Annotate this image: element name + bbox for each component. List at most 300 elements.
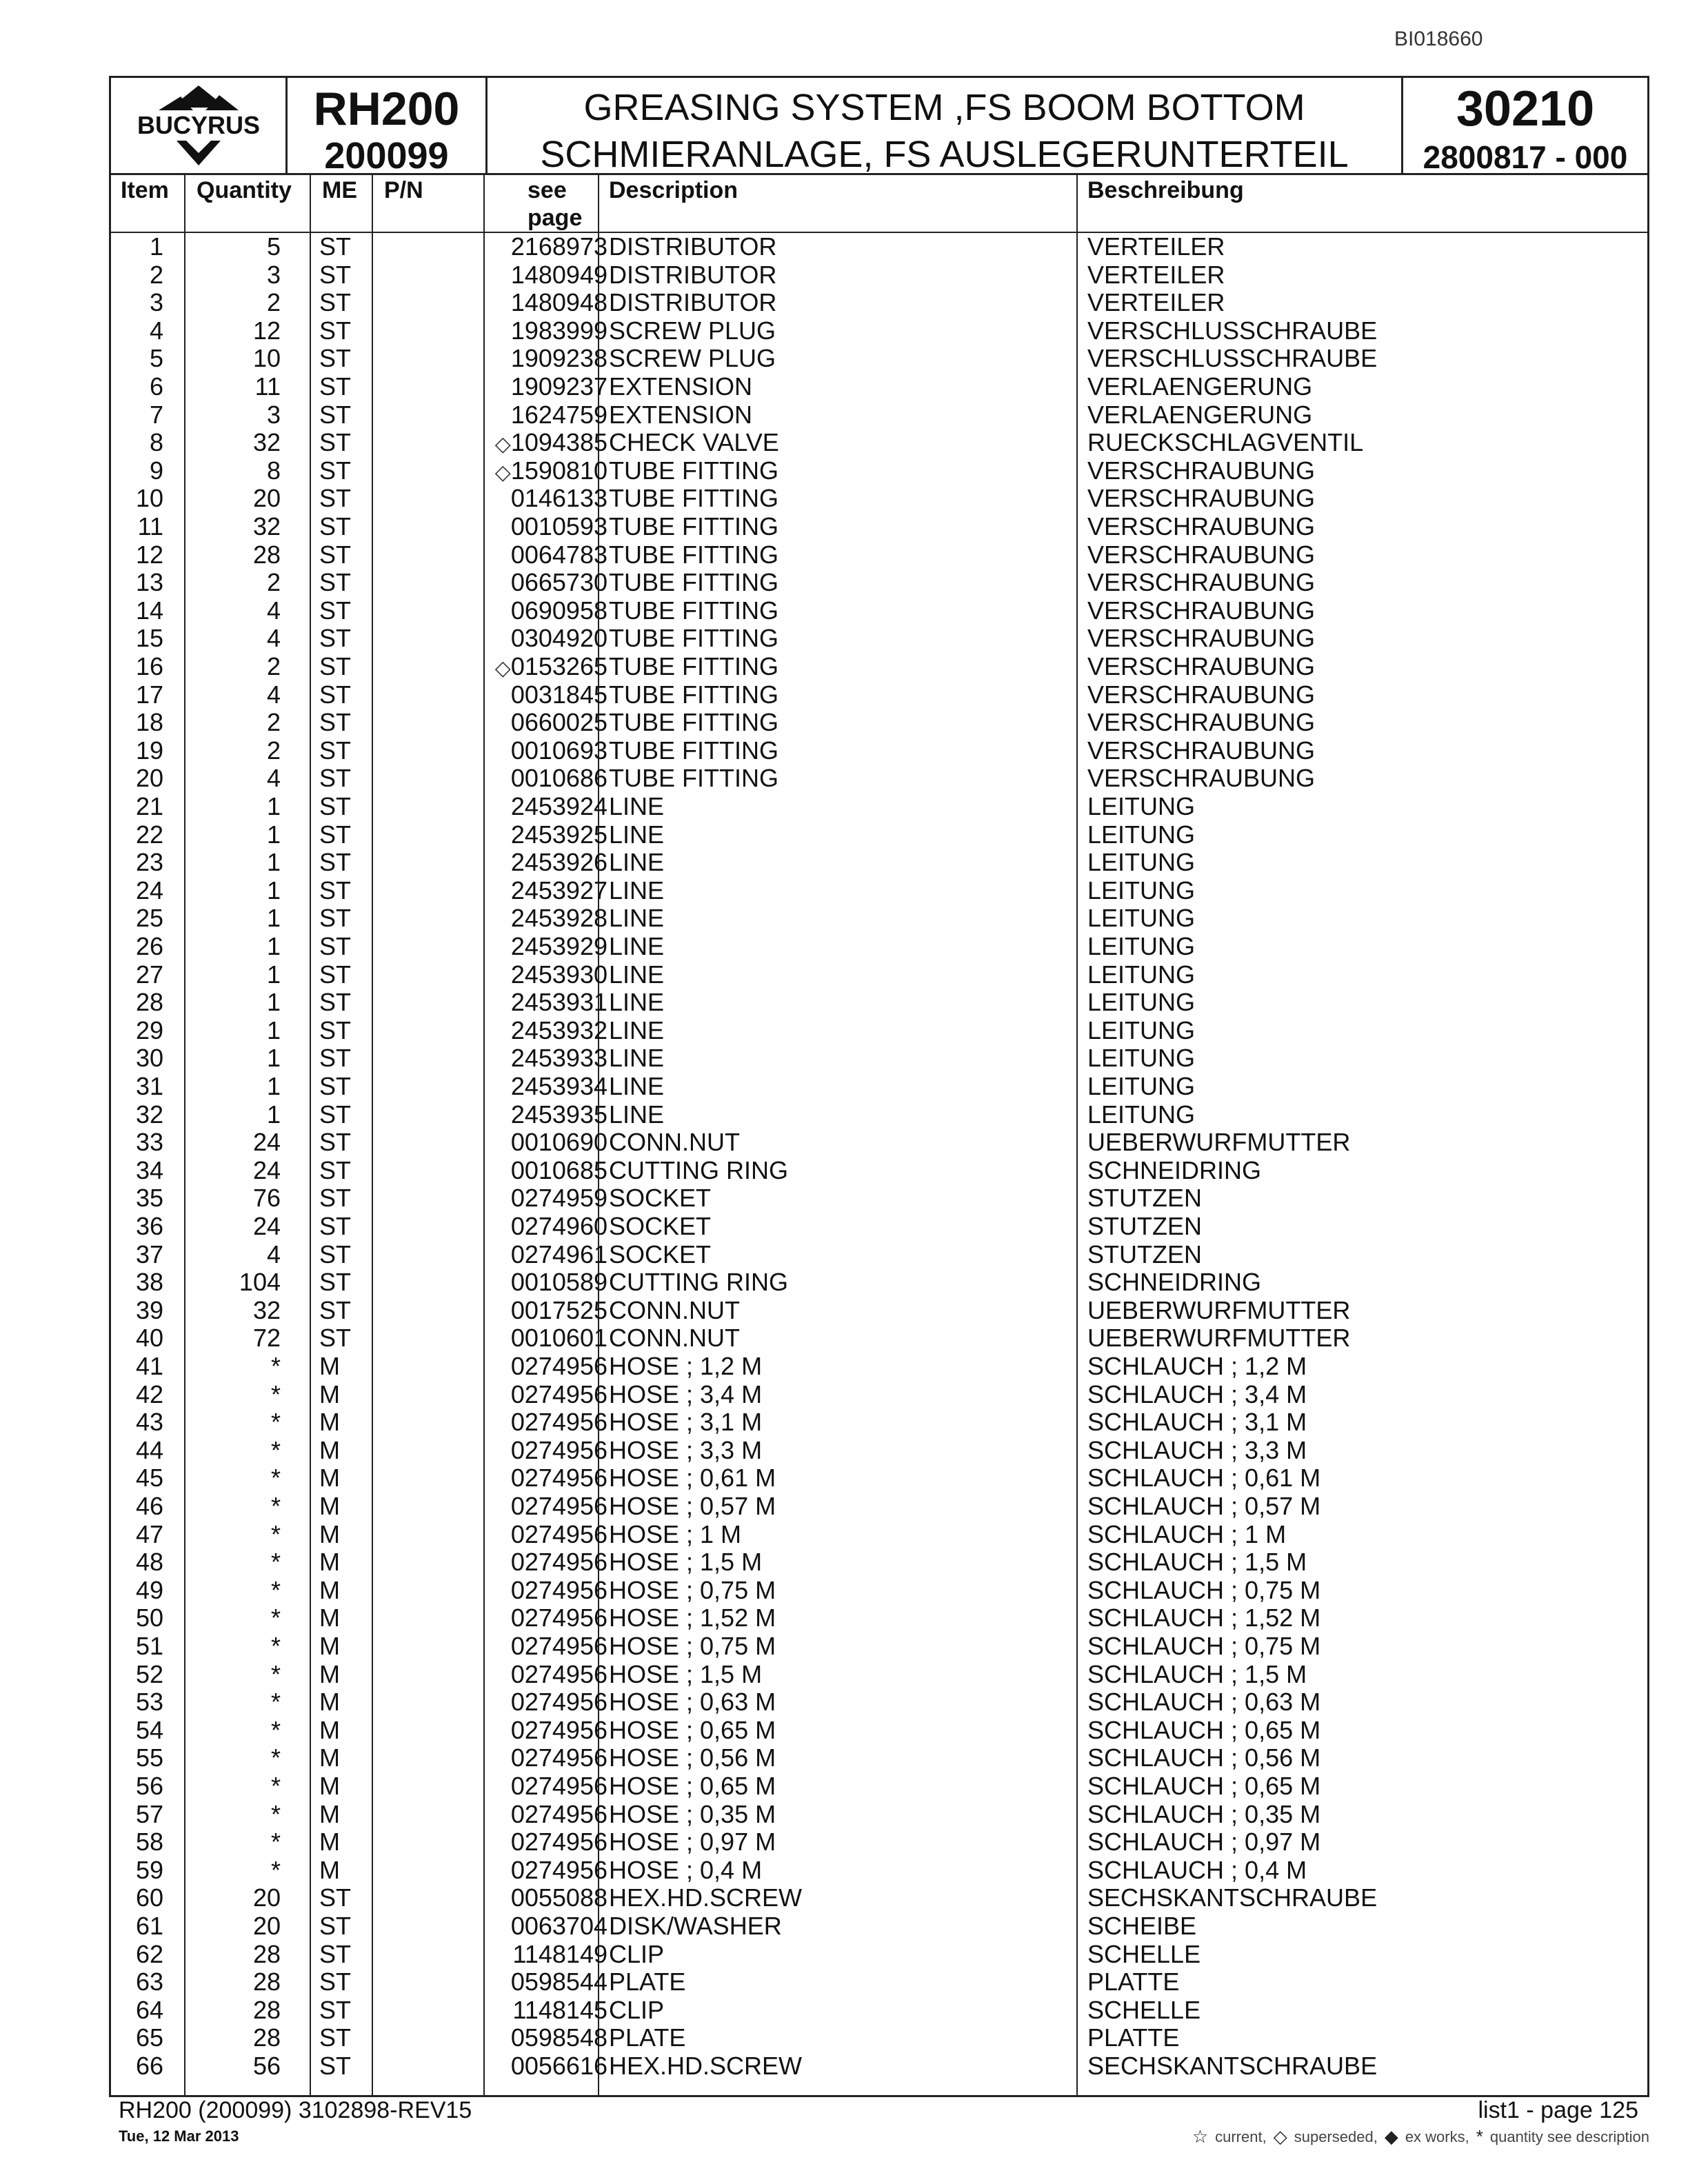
table-row: [111, 989, 1647, 1017]
quantity-cell: *: [270, 1352, 281, 1380]
logo-cell: [111, 78, 288, 173]
model-number: RH200: [313, 83, 460, 135]
item-cell: 52: [135, 1659, 163, 1688]
description-cell: HOSE ; 0,65 M: [609, 1715, 776, 1744]
part-number-cell: [383, 1101, 607, 1131]
quantity-cell: 28: [252, 1939, 281, 1968]
bucyrus-logo: [117, 80, 280, 171]
beschreibung-cell: PLATTE: [1087, 2023, 1180, 2052]
part-number-cell: [383, 1941, 607, 1970]
beschreibung-cell: SCHLAUCH ; 0,57 M: [1087, 1492, 1321, 1520]
part-number-cell: [383, 1184, 607, 1214]
part-number-value: 0274956: [510, 1435, 607, 1464]
legend-quantity: quantity see description: [1489, 2127, 1649, 2145]
description-cell: PLATE: [609, 1968, 686, 1996]
quantity-cell: 1: [266, 904, 281, 933]
item-cell: 19: [135, 736, 163, 765]
beschreibung-cell: SCHLAUCH ; 0,61 M: [1087, 1464, 1321, 1493]
part-number-value: 0274956: [510, 1519, 607, 1548]
description-cell: CLIP: [609, 1995, 665, 2024]
item-cell: 31: [135, 1072, 163, 1100]
table-row: [111, 1157, 1647, 1185]
table-row: [111, 569, 1647, 597]
table-row: [111, 1941, 1647, 1969]
quantity-cell: 20: [252, 1912, 281, 1940]
item-cell: 11: [137, 512, 163, 540]
table-row: [111, 961, 1647, 989]
column-header-quantity: Quantity: [197, 177, 292, 203]
description-cell: LINE: [609, 988, 665, 1017]
unit-cell: M: [319, 1492, 340, 1520]
unit-cell: M: [319, 1855, 340, 1884]
table-row: [111, 1688, 1647, 1717]
beschreibung-cell: LEITUNG: [1087, 848, 1196, 877]
table-row: [111, 1548, 1647, 1577]
part-number-cell: [383, 541, 607, 571]
beschreibung-cell: LEITUNG: [1087, 1100, 1196, 1129]
beschreibung-cell: SCHLAUCH ; 1,2 M: [1087, 1352, 1307, 1380]
description-cell: CLIP: [609, 1939, 665, 1968]
item-cell: 64: [135, 1995, 163, 2024]
beschreibung-cell: SCHLAUCH ; 1,5 M: [1087, 1659, 1307, 1688]
table-row: [111, 1996, 1647, 2025]
unit-cell: M: [319, 1799, 340, 1828]
item-cell: 16: [135, 652, 163, 680]
quantity-cell: *: [270, 1519, 281, 1548]
quantity-cell: 4: [266, 624, 281, 653]
model-cell: [288, 78, 488, 176]
part-number-cell: [383, 1437, 607, 1466]
diamond-outline-icon: ◇: [1273, 2126, 1287, 2147]
part-number-cell: [383, 2024, 607, 2054]
description-cell: LINE: [609, 1015, 665, 1044]
unit-cell: ST: [319, 764, 352, 793]
part-number-cell: [383, 1073, 607, 1102]
beschreibung-cell: VERTEILER: [1087, 260, 1225, 289]
quantity-cell: 1: [266, 988, 281, 1017]
description-cell: TUBE FITTING: [609, 680, 778, 709]
beschreibung-cell: SCHLAUCH ; 3,3 M: [1087, 1435, 1307, 1464]
beschreibung-cell: VERTEILER: [1087, 288, 1225, 317]
unit-cell: M: [319, 1519, 340, 1548]
item-cell: 27: [135, 960, 163, 989]
quantity-cell: 104: [239, 1268, 281, 1297]
quantity-cell: 32: [252, 512, 281, 540]
table-row: [111, 1857, 1647, 1885]
unit-cell: M: [319, 1604, 340, 1632]
description-cell: SOCKET: [609, 1212, 712, 1240]
description-cell: HOSE ; 0,63 M: [609, 1688, 776, 1717]
part-number-cell: [383, 989, 607, 1018]
quantity-cell: *: [270, 1548, 281, 1577]
beschreibung-cell: LEITUNG: [1087, 988, 1196, 1017]
unit-cell: M: [319, 1743, 340, 1772]
table-row: [111, 1044, 1647, 1073]
part-number-value: 0274956: [510, 1548, 607, 1577]
part-number-cell: [383, 709, 607, 738]
unit-cell: ST: [319, 232, 352, 261]
item-cell: 5: [149, 344, 163, 373]
part-number-value: 0274956: [510, 1715, 607, 1744]
description-cell: TUBE FITTING: [609, 652, 778, 680]
item-cell: 60: [135, 1883, 163, 1912]
beschreibung-cell: SCHLAUCH ; 0,97 M: [1087, 1828, 1321, 1857]
unit-cell: M: [319, 1435, 340, 1464]
item-cell: 55: [135, 1743, 163, 1772]
table-row: [111, 1017, 1647, 1045]
part-number-value: 1094385: [510, 428, 607, 457]
item-cell: 34: [135, 1155, 163, 1184]
table-row: [111, 1268, 1647, 1297]
table-row: [111, 1661, 1647, 1689]
part-number-cell: [383, 429, 607, 458]
superseded-mark: ◇: [494, 433, 511, 456]
quantity-cell: 1: [266, 960, 281, 989]
legend-current: current,: [1215, 2127, 1267, 2145]
quantity-cell: 3: [266, 260, 281, 289]
table-row: [111, 821, 1647, 849]
description-cell: EXTENSION: [609, 372, 753, 401]
legend-ex-works: ex works,: [1405, 2127, 1469, 2145]
part-number-cell: [383, 2052, 607, 2082]
part-number-value: 0153265: [510, 652, 607, 680]
part-number-cell: [383, 1241, 607, 1271]
part-number-cell: [383, 1828, 607, 1858]
quantity-cell: *: [270, 1379, 281, 1408]
description-cell: TUBE FITTING: [609, 624, 778, 653]
description-cell: HEX.HD.SCREW: [609, 1883, 803, 1912]
part-number-cell: [383, 821, 607, 851]
table-row: [111, 1968, 1647, 1996]
unit-cell: ST: [319, 1324, 352, 1353]
quantity-cell: 2: [266, 568, 281, 597]
column-header-pn: P/N: [384, 177, 423, 203]
description-cell: CUTTING RING: [609, 1268, 788, 1297]
part-number-cell: [383, 1801, 607, 1830]
beschreibung-cell: SCHNEIDRING: [1087, 1155, 1262, 1184]
beschreibung-cell: SCHLAUCH ; 0,4 M: [1087, 1855, 1307, 1884]
part-number-value: 0274956: [510, 1772, 607, 1800]
unit-cell: ST: [319, 568, 352, 597]
table-row: [111, 1828, 1647, 1857]
item-cell: 56: [135, 1772, 163, 1800]
item-cell: 46: [135, 1492, 163, 1520]
quantity-cell: 32: [252, 1295, 281, 1324]
legend-superseded: superseded,: [1294, 2127, 1378, 2145]
table-row: [111, 1381, 1647, 1409]
beschreibung-cell: SECHSKANTSCHRAUBE: [1087, 2052, 1378, 2080]
description-cell: LINE: [609, 904, 665, 933]
item-cell: 35: [135, 1184, 163, 1213]
part-number-cell: [383, 513, 607, 543]
unit-cell: M: [319, 1828, 340, 1857]
beschreibung-cell: STUTZEN: [1087, 1240, 1202, 1268]
beschreibung-cell: UEBERWURFMUTTER: [1087, 1128, 1351, 1157]
unit-cell: M: [319, 1772, 340, 1800]
item-cell: 41: [135, 1352, 163, 1380]
description-cell: DISTRIBUTOR: [609, 232, 777, 261]
part-number-value: 0598548: [510, 2023, 607, 2052]
description-cell: LINE: [609, 960, 665, 989]
table-row: [111, 1521, 1647, 1549]
quantity-cell: 32: [252, 428, 281, 457]
part-number-cell: [383, 1912, 607, 1942]
column-header-item: Item: [121, 177, 169, 203]
part-number-value: 0274956: [510, 1855, 607, 1884]
beschreibung-cell: VERSCHRAUBUNG: [1087, 596, 1316, 625]
unit-cell: ST: [319, 540, 352, 569]
part-number-value: 0010593: [510, 512, 607, 540]
quantity-cell: 20: [252, 1883, 281, 1912]
beschreibung-cell: VERSCHRAUBUNG: [1087, 652, 1316, 680]
part-number-cell: [383, 1324, 607, 1354]
table-row: [111, 1437, 1647, 1465]
quantity-cell: 28: [252, 1968, 281, 1996]
unit-cell: ST: [319, 1155, 352, 1184]
table-row: [111, 1884, 1647, 1912]
description-cell: TUBE FITTING: [609, 456, 778, 485]
unit-cell: ST: [319, 596, 352, 625]
part-number-cell: [383, 597, 607, 627]
quantity-cell: 56: [252, 2052, 281, 2080]
part-number-value: 0274960: [510, 1212, 607, 1240]
quantity-cell: 2: [266, 288, 281, 317]
quantity-cell: *: [270, 1743, 281, 1772]
part-number-cell: [383, 933, 607, 962]
part-number-cell: [383, 485, 607, 514]
beschreibung-cell: STUTZEN: [1087, 1212, 1202, 1240]
quantity-cell: *: [270, 1632, 281, 1660]
part-number-value: 2453929: [510, 932, 607, 960]
beschreibung-cell: VERSCHRAUBUNG: [1087, 568, 1316, 597]
part-number-value: 0017525: [510, 1295, 607, 1324]
description-cell: HOSE ; 0,65 M: [609, 1772, 776, 1800]
table-row: [111, 485, 1647, 513]
unit-cell: ST: [319, 624, 352, 653]
part-number-cell: [383, 1157, 607, 1186]
unit-cell: ST: [319, 1100, 352, 1129]
table-row: [111, 653, 1647, 681]
item-cell: 66: [135, 2052, 163, 2080]
beschreibung-cell: SCHLAUCH ; 0,63 M: [1087, 1688, 1321, 1717]
item-cell: 20: [135, 764, 163, 793]
unit-cell: ST: [319, 316, 352, 345]
quantity-cell: *: [270, 1828, 281, 1857]
svg-text:BUCYRUS: BUCYRUS: [137, 111, 260, 139]
quantity-cell: *: [270, 1435, 281, 1464]
beschreibung-cell: LEITUNG: [1087, 904, 1196, 933]
beschreibung-cell: STUTZEN: [1087, 1184, 1202, 1213]
description-cell: TUBE FITTING: [609, 708, 778, 737]
item-cell: 49: [135, 1575, 163, 1604]
beschreibung-cell: VERSCHLUSSCHRAUBE: [1087, 316, 1378, 345]
table-row: [111, 1604, 1647, 1632]
description-cell: SCREW PLUG: [609, 344, 776, 373]
part-number-value: 2453927: [510, 876, 607, 904]
unit-cell: M: [319, 1352, 340, 1380]
part-number-value: 0063704: [510, 1912, 607, 1940]
item-cell: 3: [149, 288, 163, 317]
description-cell: LINE: [609, 932, 665, 960]
item-cell: 42: [135, 1379, 163, 1408]
unit-cell: ST: [319, 988, 352, 1017]
description-cell: LINE: [609, 848, 665, 877]
quantity-cell: 4: [266, 596, 281, 625]
beschreibung-cell: SECHSKANTSCHRAUBE: [1087, 1883, 1378, 1912]
beschreibung-cell: LEITUNG: [1087, 1072, 1196, 1100]
part-number-cell: [383, 1577, 607, 1606]
quantity-cell: 1: [266, 876, 281, 904]
beschreibung-cell: LEITUNG: [1087, 820, 1196, 849]
description-cell: HOSE ; 3,4 M: [609, 1379, 763, 1408]
beschreibung-cell: VERSCHRAUBUNG: [1087, 736, 1316, 765]
beschreibung-cell: SCHLAUCH ; 0,75 M: [1087, 1575, 1321, 1604]
beschreibung-cell: LEITUNG: [1087, 1044, 1196, 1073]
description-cell: CUTTING RING: [609, 1155, 788, 1184]
item-cell: 43: [135, 1408, 163, 1437]
table-row: [111, 1577, 1647, 1605]
quantity-cell: 28: [252, 2023, 281, 2052]
part-number-value: 2453934: [510, 1072, 607, 1100]
quantity-cell: 2: [266, 708, 281, 737]
table-row: [111, 1297, 1647, 1325]
table-row: [111, 1353, 1647, 1381]
unit-cell: M: [319, 1464, 340, 1493]
part-number-cell: [383, 373, 607, 403]
unit-cell: ST: [319, 288, 352, 317]
group-code: 30210: [1456, 81, 1595, 136]
see-label: see: [528, 177, 567, 203]
part-number-cell: [383, 1744, 607, 1774]
part-number-cell: [383, 1688, 607, 1718]
beschreibung-cell: LEITUNG: [1087, 1015, 1196, 1044]
part-number-value: 1480949: [510, 260, 607, 289]
group-cell: [1403, 78, 1647, 173]
parts-table: [109, 175, 1649, 2097]
beschreibung-cell: VERSCHRAUBUNG: [1087, 540, 1316, 569]
part-number-cell: [383, 1521, 607, 1550]
beschreibung-cell: VERSCHRAUBUNG: [1087, 512, 1316, 540]
description-cell: TUBE FITTING: [609, 568, 778, 597]
table-row: [111, 765, 1647, 793]
part-number-cell: [383, 904, 607, 934]
table-row: [111, 317, 1647, 345]
item-cell: 61: [135, 1912, 163, 1940]
star-icon: ☆: [1192, 2126, 1209, 2147]
quantity-cell: 28: [252, 540, 281, 569]
quantity-cell: 10: [252, 344, 281, 373]
quantity-cell: 4: [266, 1240, 281, 1268]
table-row: [111, 793, 1647, 821]
unit-cell: M: [319, 1575, 340, 1604]
description-cell: LINE: [609, 876, 665, 904]
quantity-cell: 12: [252, 316, 281, 345]
group-number: 2800817 - 000: [1423, 139, 1628, 175]
quantity-cell: 72: [252, 1324, 281, 1353]
unit-cell: ST: [319, 372, 352, 401]
item-cell: 21: [135, 792, 163, 820]
item-cell: 22: [135, 820, 163, 849]
table-row: [111, 1772, 1647, 1801]
unit-cell: ST: [319, 960, 352, 989]
unit-cell: ST: [319, 1939, 352, 1968]
beschreibung-cell: LEITUNG: [1087, 932, 1196, 960]
quantity-cell: 1: [266, 1015, 281, 1044]
quantity-cell: *: [270, 1575, 281, 1604]
part-number-cell: [383, 849, 607, 878]
beschreibung-cell: LEITUNG: [1087, 960, 1196, 989]
table-row: [111, 1184, 1647, 1213]
quantity-cell: 1: [266, 1100, 281, 1129]
table-row: [111, 1324, 1647, 1353]
unit-cell: ST: [319, 2023, 352, 2052]
description-cell: CONN.NUT: [609, 1324, 740, 1353]
table-row: [111, 429, 1647, 457]
beschreibung-cell: SCHNEIDRING: [1087, 1268, 1262, 1297]
beschreibung-cell: SCHLAUCH ; 1,52 M: [1087, 1604, 1321, 1632]
table-row: [111, 1912, 1647, 1941]
item-cell: 7: [149, 400, 163, 429]
quantity-cell: *: [270, 1715, 281, 1744]
item-cell: 18: [135, 708, 163, 737]
quantity-cell: 1: [266, 848, 281, 877]
beschreibung-cell: SCHLAUCH ; 1 M: [1087, 1519, 1287, 1548]
item-cell: 1: [149, 232, 163, 261]
item-cell: 53: [135, 1688, 163, 1717]
quantity-cell: 24: [252, 1128, 281, 1157]
unit-cell: ST: [319, 512, 352, 540]
beschreibung-cell: UEBERWURFMUTTER: [1087, 1324, 1351, 1353]
description-cell: SOCKET: [609, 1184, 712, 1213]
part-number-cell: [383, 653, 607, 682]
table-row: [111, 2024, 1647, 2052]
unit-cell: M: [319, 1548, 340, 1577]
part-number-cell: [383, 1129, 607, 1158]
unit-cell: ST: [319, 400, 352, 429]
quantity-cell: 24: [252, 1212, 281, 1240]
description-cell: HOSE ; 0,75 M: [609, 1575, 776, 1604]
description-cell: LINE: [609, 792, 665, 820]
unit-cell: ST: [319, 820, 352, 849]
part-number-value: 0274956: [510, 1575, 607, 1604]
table-row: [111, 233, 1647, 261]
part-number-cell: [383, 1213, 607, 1242]
part-number-cell: [383, 1996, 607, 2026]
item-cell: 33: [135, 1128, 163, 1157]
part-number-cell: [383, 569, 607, 598]
footer-page: list1 - page 125: [1478, 2097, 1638, 2123]
item-cell: 4: [149, 316, 163, 345]
description-cell: HEX.HD.SCREW: [609, 2052, 803, 2080]
part-number-cell: [383, 877, 607, 907]
part-number-cell: [383, 765, 607, 794]
table-row: [111, 289, 1647, 317]
part-number-value: 1624759: [510, 400, 607, 429]
item-cell: 14: [135, 596, 163, 625]
description-cell: TUBE FITTING: [609, 484, 778, 513]
quantity-cell: 28: [252, 1995, 281, 2024]
part-number-value: 0690958: [510, 596, 607, 625]
beschreibung-cell: LEITUNG: [1087, 792, 1196, 820]
description-cell: HOSE ; 0,4 M: [609, 1855, 763, 1884]
item-cell: 54: [135, 1715, 163, 1744]
quantity-cell: *: [270, 1464, 281, 1493]
beschreibung-cell: SCHELLE: [1087, 1939, 1201, 1968]
quantity-cell: 4: [266, 764, 281, 793]
part-number-cell: [383, 1297, 607, 1326]
part-number-value: 0010686: [510, 764, 607, 793]
table-row: [111, 345, 1647, 373]
